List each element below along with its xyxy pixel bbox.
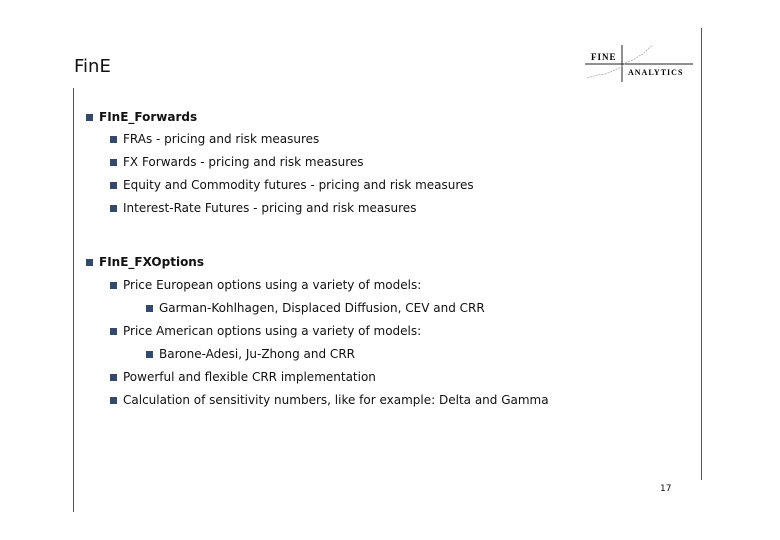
square-bullet-icon bbox=[146, 305, 153, 312]
list-item bbox=[110, 324, 421, 338]
square-bullet-icon bbox=[86, 114, 93, 121]
list-item-text: Interest-Rate Futures - pricing and risk measures bbox=[123, 201, 417, 215]
page-number: 17 bbox=[660, 484, 672, 494]
svg-text:FINE: FINE bbox=[591, 52, 617, 62]
square-bullet-icon bbox=[110, 374, 117, 381]
square-bullet-icon bbox=[110, 159, 117, 166]
list-item-text: Price American options using a variety of models: bbox=[123, 324, 422, 338]
list-item-text: Price European options using a variety of models: bbox=[123, 278, 422, 292]
square-bullet-icon bbox=[110, 282, 117, 289]
list-item-text: Equity and Commodity futures - pricing and risk measures bbox=[123, 178, 474, 192]
list-item bbox=[110, 155, 364, 169]
list-item bbox=[86, 110, 197, 124]
logo-graphic bbox=[585, 40, 695, 85]
square-bullet-icon bbox=[110, 136, 117, 143]
list-item-text: Powerful and flexible CRR implementation bbox=[123, 370, 376, 384]
list-item-text: FX Forwards - pricing and risk measures bbox=[123, 155, 364, 169]
square-bullet-icon bbox=[110, 182, 117, 189]
square-bullet-icon bbox=[86, 259, 93, 266]
list-item bbox=[86, 255, 204, 269]
slide-title: FinE bbox=[74, 56, 111, 77]
square-bullet-icon bbox=[110, 328, 117, 335]
left-divider bbox=[73, 88, 74, 512]
list-item-text: FInE_FXOptions bbox=[99, 255, 204, 269]
list-item-text: FInE_Forwards bbox=[99, 110, 198, 124]
list-item-text: Calculation of sensitivity numbers, like for example: Delta and Gamma bbox=[123, 393, 549, 407]
square-bullet-icon bbox=[146, 351, 153, 358]
list-item-text: FRAs - pricing and risk measures bbox=[123, 132, 320, 146]
list-item bbox=[110, 178, 474, 192]
square-bullet-icon bbox=[110, 205, 117, 212]
list-item bbox=[146, 301, 485, 315]
list-item bbox=[110, 370, 376, 384]
list-item bbox=[146, 347, 355, 361]
list-item-text: Barone-Adesi, Ju-Zhong and CRR bbox=[159, 347, 355, 361]
svg-text:ANALYTICS: ANALYTICS bbox=[628, 68, 684, 77]
list-item bbox=[110, 201, 416, 215]
square-bullet-icon bbox=[110, 397, 117, 404]
right-divider bbox=[701, 28, 702, 480]
list-item bbox=[110, 278, 421, 292]
fine-analytics-logo bbox=[585, 40, 695, 85]
list-item-text: Garman-Kohlhagen, Displaced Diffusion, CEV and CRR bbox=[159, 301, 485, 315]
list-item bbox=[110, 132, 319, 146]
list-item bbox=[110, 393, 549, 407]
